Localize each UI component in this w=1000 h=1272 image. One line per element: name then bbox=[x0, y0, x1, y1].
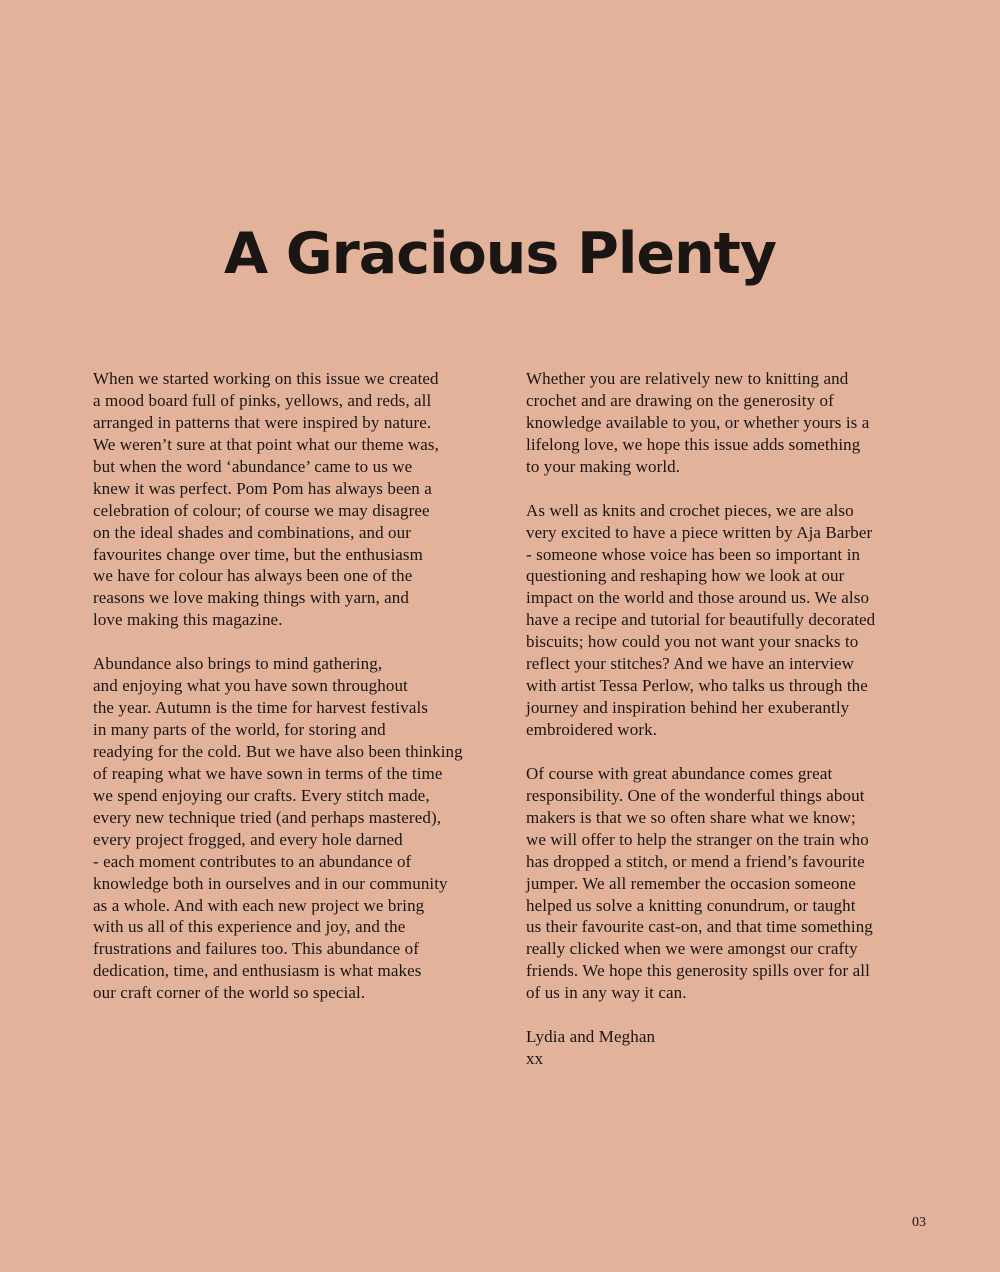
text-line: reflect your stitches? And we have an interview bbox=[526, 654, 855, 674]
text-line: embroidered work. bbox=[526, 720, 658, 739]
text-line: a mood board full of pinks, yellows, and reds, all bbox=[93, 390, 432, 410]
page-number: 03 bbox=[912, 1215, 926, 1230]
text-line: impact on the world and those around us. We also bbox=[526, 588, 870, 608]
right-column bbox=[526, 368, 911, 1070]
text-line: and enjoying what you have sown throughout bbox=[93, 676, 408, 696]
paragraph bbox=[526, 763, 911, 1004]
text-line: knowledge available to you, or whether yours is a bbox=[526, 412, 870, 432]
text-line: celebration of colour; of course we may disagree bbox=[93, 500, 430, 520]
text-line: knew it was perfect. Pom Pom has always been a bbox=[93, 478, 432, 498]
paragraph bbox=[526, 368, 911, 478]
text-line: very excited to have a piece written by Aja Barber bbox=[526, 522, 873, 542]
text-line: the year. Autumn is the time for harvest festivals bbox=[93, 698, 429, 718]
text-line: As well as knits and crochet pieces, we are also bbox=[526, 500, 854, 520]
signature-kisses: xx bbox=[526, 1049, 544, 1069]
text-line: journey and inspiration behind her exuberantly bbox=[526, 698, 850, 718]
text-line: - each moment contributes to an abundance of bbox=[93, 851, 412, 871]
text-line: Whether you are relatively new to knitting and bbox=[526, 369, 849, 388]
text-line: with artist Tessa Perlow, who talks us through the bbox=[526, 676, 868, 696]
text-line: makers is that we so often share what we know; bbox=[526, 807, 856, 827]
text-line: on the ideal shades and combinations, and our bbox=[93, 522, 411, 542]
text-line: to your making world. bbox=[526, 456, 681, 476]
text-line: readying for the cold. But we have also been thinking bbox=[93, 741, 463, 761]
text-line: Of course with great abundance comes great bbox=[526, 763, 833, 783]
text-line: biscuits; how could you not want your snacks to bbox=[526, 632, 859, 652]
text-line: jumper. We all remember the occasion someone bbox=[526, 873, 856, 893]
text-line: really clicked when we were amongst our crafty bbox=[526, 939, 858, 959]
text-line: of reaping what we have sown in terms of the time bbox=[93, 763, 443, 783]
text-line: with us all of this experience and joy, and the bbox=[93, 917, 406, 937]
text-line: has dropped a stitch, or mend a friend’s favourite bbox=[526, 851, 865, 871]
text-line: every new technique tried (and perhaps mastered), bbox=[93, 807, 442, 827]
text-line: We weren’t sure at that point what our theme was, bbox=[93, 434, 439, 454]
text-line: lifelong love, we hope this issue adds something bbox=[526, 434, 861, 454]
text-line: - someone whose voice has been so important in bbox=[526, 544, 861, 564]
text-line: our craft corner of the world so special. bbox=[93, 983, 366, 1003]
text-line: favourites change over time, but the enthusiasm bbox=[93, 544, 423, 564]
text-line: When we started working on this issue we created bbox=[93, 369, 439, 388]
paragraph-spacer bbox=[93, 631, 488, 653]
paragraph-spacer bbox=[526, 1004, 911, 1026]
text-line: reasons we love making things with yarn, and bbox=[93, 588, 410, 608]
paragraph-spacer bbox=[526, 741, 911, 763]
paragraph bbox=[93, 368, 488, 631]
text-line: crochet and are drawing on the generosity of bbox=[526, 390, 834, 410]
text-line: in many parts of the world, for storing and bbox=[93, 720, 386, 739]
text-line: us their favourite cast-on, and that time something bbox=[526, 917, 873, 937]
text-line: every project frogged, and every hole darned bbox=[93, 829, 403, 849]
text-line: we have for colour has always been one of the bbox=[93, 566, 413, 586]
text-line: as a whole. And with each new project we bring bbox=[93, 895, 425, 915]
page-title: A Gracious Plenty bbox=[223, 221, 777, 287]
text-line: dedication, time, and enthusiasm is what makes bbox=[93, 961, 422, 981]
text-line: questioning and reshaping how we look at our bbox=[526, 566, 845, 586]
text-line: love making this magazine. bbox=[93, 610, 283, 630]
text-line: helped us solve a knitting conundrum, or taught bbox=[526, 895, 856, 915]
paragraph bbox=[526, 500, 911, 741]
text-line: responsibility. One of the wonderful things about bbox=[526, 785, 865, 805]
text-line: of us in any way it can. bbox=[526, 983, 687, 1003]
text-line: but when the word ‘abundance’ came to us we bbox=[93, 456, 413, 476]
text-line: we spend enjoying our crafts. Every stitch made, bbox=[93, 785, 430, 805]
text-line: arranged in patterns that were inspired by nature. bbox=[93, 412, 432, 432]
paragraph bbox=[93, 653, 488, 1004]
text-line: Abundance also brings to mind gathering, bbox=[93, 654, 383, 674]
text-line: knowledge both in ourselves and in our community bbox=[93, 873, 448, 893]
text-line: have a recipe and tutorial for beautifully decorated bbox=[526, 610, 876, 630]
text-line: friends. We hope this generosity spills over for all bbox=[526, 961, 870, 981]
left-column bbox=[93, 368, 488, 1004]
text-line: frustrations and failures too. This abundance of bbox=[93, 939, 419, 959]
signature-names: Lydia and Meghan bbox=[526, 1027, 656, 1047]
text-line: we will offer to help the stranger on the train who bbox=[526, 829, 869, 849]
paragraph-spacer bbox=[526, 478, 911, 500]
signature bbox=[526, 1026, 911, 1070]
